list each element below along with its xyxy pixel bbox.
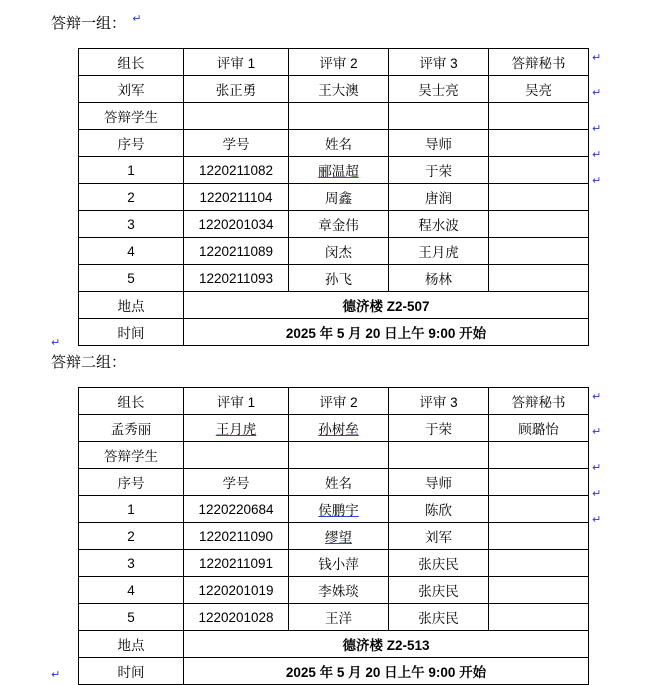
paragraph-mark-icon: ↵ [592,87,602,99]
cell-studentid-label: 学号 [184,130,289,157]
cell-no: 4 [79,238,184,265]
paragraph-mark-icon: ↵ [51,337,61,349]
cell-leader-name: 刘军 [79,76,184,103]
table-row [79,577,589,604]
table-row-time [79,319,589,346]
cell-student-name: 周鑫 [289,184,389,211]
cell-students-label: 答辩学生 [79,442,184,469]
cell-secretary-name: 吴亮 [489,76,589,103]
group-1-title-text: 答辩一组： [51,15,127,32]
cell-student-name: 缪望 [289,523,389,550]
cell-reviewer2-label: 评审 2 [289,49,389,76]
cell-no: 5 [79,604,184,631]
cell-no: 3 [79,211,184,238]
cell-empty [489,442,589,469]
cell-no: 4 [79,577,184,604]
cell-place-label: 地点 [79,292,184,319]
cell-no: 3 [79,550,184,577]
cell-student-name: 侯鹏宇 [289,496,389,523]
cell-advisor: 陈欣 [389,496,489,523]
cell-reviewer1-label: 评审 1 [184,388,289,415]
table-row-subheader [79,130,589,157]
cell-empty [389,442,489,469]
paragraph-mark-icon: ↵ [51,669,61,681]
cell-advisor: 刘军 [389,523,489,550]
cell-student-id: 1220201019 [184,577,289,604]
table-row-header [79,388,589,415]
cell-student-name: 郦温超 [289,157,389,184]
cell-students-label: 答辩学生 [79,103,184,130]
cell-empty [289,103,389,130]
cell-no-label: 序号 [79,130,184,157]
cell-empty [489,523,589,550]
paragraph-mark-icon: ↵ [592,462,602,474]
cell-empty [489,265,589,292]
table-row-subheader [79,469,589,496]
table-row-place [79,631,589,658]
paragraph-mark-icon: ↵ [592,488,602,500]
cell-advisor: 唐润 [389,184,489,211]
cell-student-name: 闵杰 [289,238,389,265]
cell-empty [489,130,589,157]
table-row [79,550,589,577]
cell-leader-name: 孟秀丽 [79,415,184,442]
cell-leader-label: 组长 [79,49,184,76]
cell-student-id: 1220211104 [184,184,289,211]
cell-advisor: 杨林 [389,265,489,292]
table-row [79,496,589,523]
table-row-header [79,49,589,76]
cell-reviewer3-name: 吴士亮 [389,76,489,103]
cell-secretary-label: 答辩秘书 [489,388,589,415]
cell-advisor-label: 导师 [389,130,489,157]
table-row-place [79,292,589,319]
table-row-students-label [79,442,589,469]
cell-reviewer1-name: 王月虎 [184,415,289,442]
cell-student-id: 1220201034 [184,211,289,238]
cell-leader-label: 组长 [79,388,184,415]
cell-secretary-label: 答辩秘书 [489,49,589,76]
cell-no: 5 [79,265,184,292]
cell-reviewer3-name: 于荣 [389,415,489,442]
table-row [79,157,589,184]
cell-student-name: 孙飞 [289,265,389,292]
table-row-students-label [79,103,589,130]
cell-empty [184,442,289,469]
cell-empty [489,103,589,130]
cell-secretary-name: 顾璐怡 [489,415,589,442]
cell-reviewer1-label: 评审 1 [184,49,289,76]
cell-name-label: 姓名 [289,469,389,496]
table-row [79,265,589,292]
cell-empty [489,496,589,523]
paragraph-mark-icon: ↵ [592,175,602,187]
cell-student-id: 1220211093 [184,265,289,292]
cell-student-id: 1220220684 [184,496,289,523]
cell-reviewer2-name: 孙树垒 [289,415,389,442]
paragraph-mark-icon: ↵ [592,52,602,64]
cell-no: 1 [79,157,184,184]
table-row [79,238,589,265]
table-row [79,523,589,550]
cell-student-id: 1220211082 [184,157,289,184]
cell-place-label: 地点 [79,631,184,658]
cell-reviewer2-label: 评审 2 [289,388,389,415]
cell-student-name: 章金伟 [289,211,389,238]
paragraph-mark-icon: ↵ [592,514,602,526]
cell-reviewer3-label: 评审 3 [389,49,489,76]
group-2-title [51,351,126,372]
cell-student-name: 钱小萍 [289,550,389,577]
cell-student-id: 1220211090 [184,523,289,550]
table-row-people [79,76,589,103]
cell-time-value: 2025 年 5 月 20 日上午 9:00 开始 [184,319,589,346]
paragraph-mark-icon: ↵ [592,149,602,161]
cell-no: 2 [79,523,184,550]
cell-empty [184,103,289,130]
table-row [79,184,589,211]
cell-name-label: 姓名 [289,130,389,157]
table-row-people [79,415,589,442]
cell-time-label: 时间 [79,658,184,685]
cell-student-id: 1220211091 [184,550,289,577]
group-1-table [78,48,589,346]
cell-advisor: 于荣 [389,157,489,184]
cell-advisor-label: 导师 [389,469,489,496]
paragraph-mark-icon: ↵ [592,391,602,403]
cell-student-id: 1220201028 [184,604,289,631]
group-1-title [51,12,141,33]
cell-reviewer3-label: 评审 3 [389,388,489,415]
cell-place-value: 德济楼 Z2-513 [184,631,589,658]
cell-place-value: 德济楼 Z2-507 [184,292,589,319]
table-row-time [79,658,589,685]
cell-advisor: 张庆民 [389,604,489,631]
cell-time-value: 2025 年 5 月 20 日上午 9:00 开始 [184,658,589,685]
cell-advisor: 张庆民 [389,550,489,577]
cell-no: 2 [79,184,184,211]
cell-advisor: 张庆民 [389,577,489,604]
cell-time-label: 时间 [79,319,184,346]
cell-advisor: 王月虎 [389,238,489,265]
cell-student-name: 李姝琰 [289,577,389,604]
table-row [79,211,589,238]
cell-student-id: 1220211089 [184,238,289,265]
group-2-table [78,387,589,685]
cell-student-name: 王洋 [289,604,389,631]
cell-empty [289,442,389,469]
cell-empty [489,469,589,496]
cell-no-label: 序号 [79,469,184,496]
paragraph-mark-icon: ↵ [592,426,602,438]
cell-reviewer1-name: 张正勇 [184,76,289,103]
group-2-title-text: 答辩二组： [51,354,127,371]
cell-empty [489,211,589,238]
cell-reviewer2-name: 王大澳 [289,76,389,103]
cell-empty [489,238,589,265]
cell-empty [489,184,589,211]
cell-empty [489,157,589,184]
cell-empty [389,103,489,130]
cell-advisor: 程水波 [389,211,489,238]
cell-empty [489,577,589,604]
cell-studentid-label: 学号 [184,469,289,496]
table-row [79,604,589,631]
cell-empty [489,604,589,631]
cell-no: 1 [79,496,184,523]
cell-empty [489,550,589,577]
paragraph-mark-icon: ↵ [592,123,602,135]
paragraph-mark-icon: ↵ [132,13,142,25]
